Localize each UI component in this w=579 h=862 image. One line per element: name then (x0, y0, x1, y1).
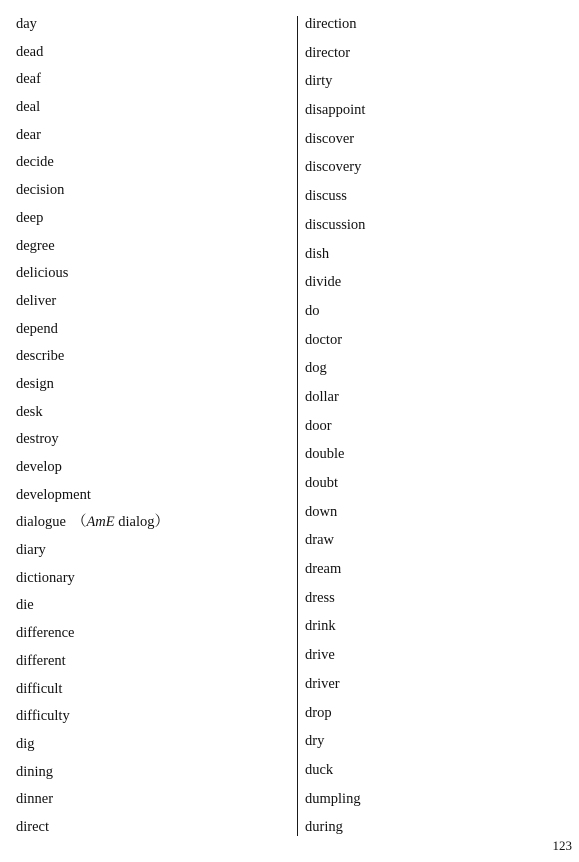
word: describe (16, 348, 65, 365)
word: destroy (16, 431, 59, 448)
word: deliver (16, 292, 57, 309)
word-entry (305, 186, 545, 215)
word-entry (305, 731, 545, 760)
column-divider (297, 16, 298, 836)
word: dear (16, 126, 41, 143)
word-entry (305, 473, 545, 502)
word: dog (305, 360, 327, 377)
word-entry (305, 387, 545, 416)
word: desk (16, 403, 43, 420)
word-entry (305, 444, 545, 473)
word-entry (16, 679, 286, 707)
word: down (305, 503, 338, 520)
word: dream (305, 561, 342, 578)
word-entry (16, 651, 286, 679)
variant-spelling-note (72, 514, 169, 530)
word: decision (16, 182, 65, 199)
word-entry (16, 374, 286, 402)
word-entry (305, 817, 545, 846)
word: disappoint (305, 102, 366, 119)
word-entry (305, 14, 545, 43)
word: difference (16, 625, 75, 642)
word: dinner (16, 791, 54, 808)
word: dictionary (16, 569, 75, 586)
word: doubt (305, 475, 339, 491)
word-entry (16, 14, 286, 42)
word: discover (305, 130, 355, 147)
word: dress (305, 589, 335, 606)
word-entry (16, 69, 286, 97)
word-entry (16, 319, 286, 347)
word: dig (16, 735, 35, 752)
word: drop (305, 704, 332, 721)
word: develop (16, 459, 62, 475)
word-entry (305, 330, 545, 359)
word-entry (16, 42, 286, 70)
word: dumpling (305, 790, 361, 807)
word-entry (16, 485, 286, 513)
word-entry (305, 215, 545, 244)
word-entry (16, 125, 286, 153)
word: die (16, 597, 34, 614)
word-entry (305, 100, 545, 129)
word-entry (16, 595, 286, 623)
word: dirty (305, 73, 333, 90)
note-close: ） (154, 514, 169, 531)
word: doctor (305, 331, 343, 348)
word: discovery (305, 159, 362, 176)
word: difficulty (16, 708, 70, 725)
word: dish (305, 245, 330, 262)
word-entry (305, 301, 545, 330)
word-entry (16, 180, 286, 208)
word: design (16, 375, 54, 392)
word-entry (305, 789, 545, 818)
word: during (305, 819, 343, 836)
word-entry (16, 789, 286, 817)
word: do (305, 302, 320, 319)
word-entry (16, 402, 286, 430)
word-entry (305, 358, 545, 387)
word: delicious (16, 265, 69, 282)
word-entry (16, 734, 286, 762)
word: double (305, 446, 345, 463)
word-entry (305, 674, 545, 703)
word-entry (16, 291, 286, 319)
word: draw (305, 532, 334, 549)
word: driver (305, 675, 340, 692)
word: decide (16, 154, 54, 171)
word: dead (16, 43, 44, 60)
word-entry (16, 568, 286, 596)
word-entry (16, 97, 286, 125)
word: drive (305, 647, 335, 664)
word-entry (16, 429, 286, 457)
word-entry (305, 129, 545, 158)
word-entry (305, 559, 545, 588)
word: day (16, 16, 37, 32)
word-entry (305, 157, 545, 186)
word: deep (16, 209, 44, 226)
word-entry (16, 540, 286, 568)
right-word-column (305, 14, 545, 846)
word: depend (16, 320, 58, 337)
note-open: （ (71, 514, 87, 531)
word-entry (16, 208, 286, 236)
word-entry (16, 152, 286, 180)
word: dry (305, 733, 325, 750)
word-entry (305, 272, 545, 301)
word: dialogue (16, 514, 66, 531)
word: discuss (305, 188, 347, 205)
word: duck (305, 761, 334, 778)
word-entry (16, 236, 286, 264)
word: diary (16, 542, 46, 559)
word-entry (305, 502, 545, 531)
word-entry (16, 346, 286, 374)
word-entry (305, 645, 545, 674)
word-entry (305, 71, 545, 100)
word: different (16, 652, 66, 669)
word-entry (305, 588, 545, 617)
word-entry (16, 457, 286, 485)
word: development (16, 486, 91, 503)
word: degree (16, 237, 55, 254)
word: director (305, 44, 351, 61)
word-entry (305, 703, 545, 732)
word-entry (16, 706, 286, 734)
word-entry (305, 530, 545, 559)
word: direction (305, 16, 357, 32)
word-entry (16, 623, 286, 651)
word: direct (16, 818, 50, 835)
word-entry (305, 43, 545, 72)
word-entry (305, 616, 545, 645)
word: drink (305, 618, 336, 635)
word-entry (305, 416, 545, 445)
left-word-column (16, 14, 286, 845)
word-entry (16, 817, 286, 845)
word-entry (305, 760, 545, 789)
note-word: dialog (114, 514, 155, 531)
word-entry (16, 512, 286, 540)
word: divide (305, 274, 342, 291)
word-entry (16, 762, 286, 790)
word: door (305, 417, 332, 434)
word: dining (16, 763, 54, 780)
word-entry (305, 244, 545, 273)
note-abbr: AmE (86, 514, 115, 531)
word: deaf (16, 71, 41, 88)
word: dollar (305, 388, 339, 405)
word: difficult (16, 680, 63, 697)
word: discussion (305, 216, 366, 233)
word-entry (16, 263, 286, 291)
page-number: 123 (552, 838, 572, 853)
word: deal (16, 99, 41, 116)
